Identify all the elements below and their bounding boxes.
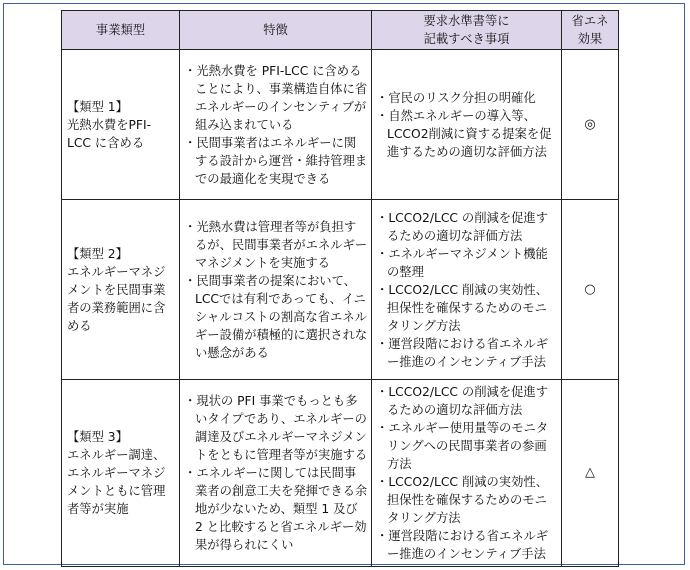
features-cell <box>180 200 372 380</box>
requirement-item: ・エネルギー使用量等のモニタリングへの民間事業者の参画方法 <box>376 421 549 471</box>
requirement-item: ・運営段階における省エネルギー推進のインセンティブ手法 <box>376 529 549 561</box>
requirements-cell <box>372 380 562 567</box>
effect-mark: ○ <box>562 200 619 380</box>
requirements-cell <box>372 200 562 380</box>
requirement-item: ・エネルギーマネジメント機能の整理 <box>376 246 548 279</box>
type-cell <box>62 50 180 200</box>
feature-item: ・光熱水費は管理者等が負担するが、民間事業者がエネルギーマネジメントを実施する <box>184 219 368 270</box>
type-cell <box>62 380 180 567</box>
type-cell <box>62 200 180 380</box>
requirement-item: ・LCCO2/LCC 削減の実効性、担保性を確保するためのモニタリング方法 <box>376 282 548 333</box>
header-requirements-line2: 記載すべき事項 <box>423 32 510 46</box>
header-features: 特徴 <box>180 11 372 50</box>
requirement-item: ・自然エネルギーの導入等、LCCO2削減に資する提案を促進するための適切な評価方法 <box>376 108 552 159</box>
table-row-type-1 <box>62 50 619 200</box>
header-requirements-line1: 要求水準書等に <box>423 14 510 28</box>
type-description: 光熱水費をPFI-LCC に含める <box>67 117 152 150</box>
feature-item: ・光熱水費を PFI-LCC に含めることにより、事業構造自体に省エネルギーのインセンティブが組み込まれている <box>184 63 368 132</box>
effect-mark: ◎ <box>562 50 619 200</box>
type-description: エネルギー調達、エネルギーマネジメントともに管理者等が実施 <box>67 448 166 516</box>
requirement-item: ・運営段階における省エネルギー推進のインセンティブ手法 <box>376 336 549 369</box>
header-requirements <box>372 11 562 50</box>
requirement-item: ・LCCO2/LCC の削減を促進するための適切な評価方法 <box>376 385 548 417</box>
table-header-row <box>62 11 619 50</box>
table-row-type-2 <box>62 200 619 380</box>
type-label: 【類型 3】 <box>67 430 128 444</box>
features-cell <box>180 380 372 567</box>
header-effect-line2: 効果 <box>577 32 603 46</box>
feature-item: ・民間事業者の提案において、LCCでは有利であっても、イニシャルコストの割高な省エネルギー設備が積極的に選択されない懸念がある <box>184 273 368 360</box>
type-description: エネルギーマネジメントを民間事業者の業務範囲に含める <box>67 264 166 333</box>
type-label: 【類型 2】 <box>67 246 128 261</box>
requirements-cell <box>372 50 562 200</box>
header-effect <box>562 11 619 50</box>
table-row-type-3 <box>62 380 619 567</box>
type-label: 【類型 1】 <box>67 99 128 114</box>
feature-item: ・エネルギーに関しては民間事業者の創意工夫を発揮できる余地が少ないため、類型 1 及び 2 と比較すると省エネルギー効果が得られにくい <box>184 466 368 552</box>
effect-mark: △ <box>562 380 619 567</box>
requirement-item: ・LCCO2/LCC の削減を促進するための適切な評価方法 <box>376 210 548 243</box>
feature-item: ・現状の PFI 事業でもっとも多いタイプであり、エネルギーの調達及びエネルギーマネジメントをともに管理者等が実施する <box>184 394 368 462</box>
feature-item: ・民間事業者はエネルギーに関する設計から運営・維持管理までの最適化を実現できる <box>184 135 368 186</box>
features-cell <box>180 50 372 200</box>
requirement-item: ・LCCO2/LCC 削減の実効性、担保性を確保するためのモニタリング方法 <box>376 475 548 525</box>
pfi-energy-type-table <box>61 10 619 567</box>
requirement-item: ・官民のリスク分担の明確化 <box>376 90 536 105</box>
header-effect-line1: 省エネ <box>571 14 609 28</box>
header-type: 事業類型 <box>62 11 180 50</box>
